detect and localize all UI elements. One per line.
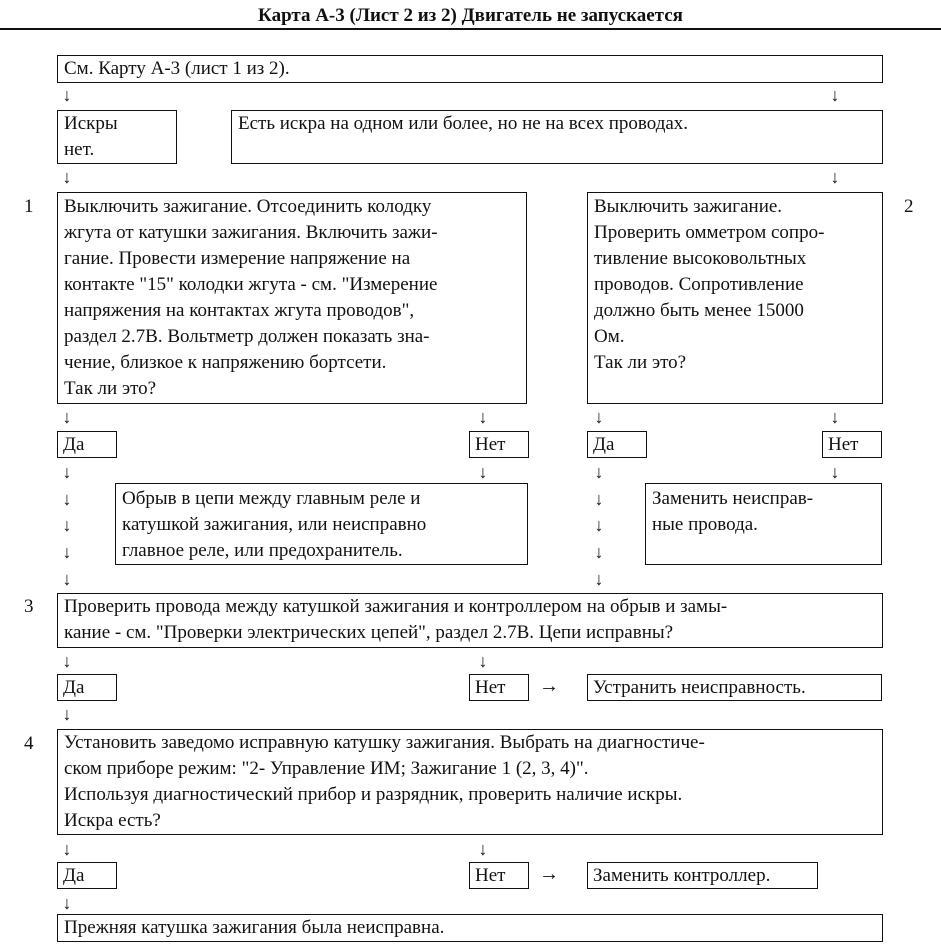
arrow-down-icon: ↓ xyxy=(62,569,72,589)
arrow-down-icon: ↓ xyxy=(478,407,488,427)
arrow-down-icon: ↓ xyxy=(62,167,72,187)
arrow-down-icon: ↓ xyxy=(62,651,72,671)
arrow-right-icon: → xyxy=(539,863,559,885)
step1-no-label: Нет xyxy=(469,431,529,458)
step-number-1: 1 xyxy=(24,196,34,217)
arrow-down-icon: ↓ xyxy=(830,407,840,427)
arrow-down-icon: ↓ xyxy=(62,893,72,913)
arrow-down-icon: ↓ xyxy=(62,704,72,724)
step4-yes-label: Да xyxy=(57,862,117,889)
step3-yes-label: Да xyxy=(57,674,117,701)
arrow-down-icon: ↓ xyxy=(594,515,604,535)
arrow-down-icon: ↓ xyxy=(594,489,604,509)
arrow-down-icon: ↓ xyxy=(830,167,840,187)
arrow-down-icon: ↓ xyxy=(830,85,840,105)
arrow-right-icon: → xyxy=(539,675,559,697)
arrow-down-icon: ↓ xyxy=(62,85,72,105)
arrow-down-icon: ↓ xyxy=(62,462,72,482)
see-card-box: См. Карту А-3 (лист 1 из 2). xyxy=(57,55,883,83)
step-number-4: 4 xyxy=(24,733,34,754)
arrow-down-icon: ↓ xyxy=(594,542,604,562)
arrow-down-icon: ↓ xyxy=(594,569,604,589)
step4-no-label: Нет xyxy=(469,862,529,889)
arrow-down-icon: ↓ xyxy=(478,651,488,671)
step4-box: Установить заведомо исправную катушку зажигания. Выбрать на диагностиче- ском приборе режим: "2- Управление ИМ; Зажигание 1 (2, 3, 4)". Используя диагностический прибор и разрядник, проверить наличие искры. Искра есть? xyxy=(57,729,883,835)
step2-yes-label: Да xyxy=(587,431,647,458)
replace-controller-box: Заменить контроллер. xyxy=(587,862,818,889)
step-number-3: 3 xyxy=(24,596,34,617)
step3-box: Проверить провода между катушкой зажигания и контроллером на обрыв и замы- кание - см. "Проверки электрических цепей", раздел 2.7В. Цепи исправны? xyxy=(57,593,883,648)
step1-yes-label: Да xyxy=(57,431,117,458)
arrow-down-icon: ↓ xyxy=(62,542,72,562)
arrow-down-icon: ↓ xyxy=(594,407,604,427)
fix-fault-box: Устранить неисправность. xyxy=(587,674,882,701)
arrow-down-icon: ↓ xyxy=(62,515,72,535)
page-title: Карта А-3 (Лист 2 из 2) Двигатель не запускается xyxy=(0,0,941,30)
partial-spark-box: Есть искра на одном или более, но не на всех проводах. xyxy=(231,110,883,164)
arrow-down-icon: ↓ xyxy=(830,462,840,482)
arrow-down-icon: ↓ xyxy=(594,462,604,482)
step1-box: Выключить зажигание. Отсоединить колодку жгута от катушки зажигания. Включить зажи- гание. Провести измерение напряжение на контакте "15" колодки жгута - см. "Измерение напряжения на контактах жгута проводов", раздел 2.7В. Вольтметр должен показать зна- чение, близкое к напряжению бортсети. Так ли это? xyxy=(57,192,527,404)
no-spark-box: Искры нет. xyxy=(57,110,177,164)
step2-no-label: Нет xyxy=(822,431,882,458)
replace-wires-box: Заменить неисправ- ные провода. xyxy=(645,483,882,565)
step3-no-label: Нет xyxy=(469,674,529,701)
open-circuit-box: Обрыв в цепи между главным реле и катушкой зажигания, или неисправно главное реле, или предохранитель. xyxy=(115,483,528,565)
arrow-down-icon: ↓ xyxy=(62,407,72,427)
step2-box: Выключить зажигание. Проверить омметром сопро- тивление высоковольтных проводов. Сопротивление должно быть менее 15000 Ом. Так ли это? xyxy=(587,192,883,404)
arrow-down-icon: ↓ xyxy=(62,489,72,509)
step-number-2: 2 xyxy=(904,196,914,217)
arrow-down-icon: ↓ xyxy=(478,839,488,859)
arrow-down-icon: ↓ xyxy=(478,462,488,482)
arrow-down-icon: ↓ xyxy=(62,839,72,859)
old-coil-box: Прежняя катушка зажигания была неисправна. xyxy=(57,914,883,942)
